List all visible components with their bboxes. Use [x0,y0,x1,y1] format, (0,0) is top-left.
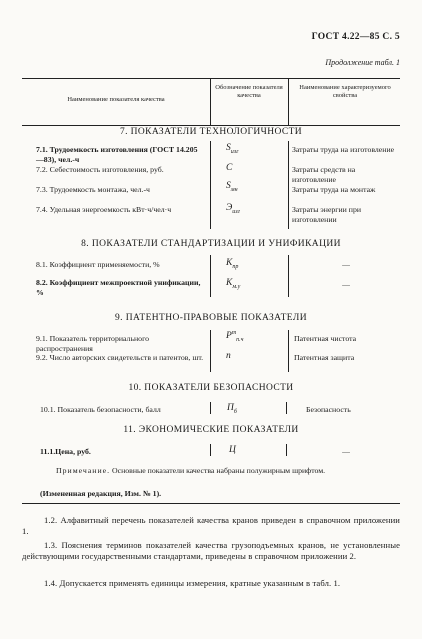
indicator-symbol-8-1: $K_{пр}$ [226,258,239,270]
section-7-divider-2 [288,141,289,229]
gost-page-code: ГОСТ 4.22—85 С. 5 [311,32,400,42]
section-title-technological: 7. ПОКАЗАТЕЛИ ТЕХНОЛОГИЧНОСТИ [119,127,303,137]
table-head-bottom-rule [22,125,400,126]
section-9-divider-1 [210,330,211,372]
indicator-symbol-9-2: n [226,351,231,361]
property-8-2: — [342,280,350,289]
indicator-symbol-7-3: $S_{мн}$ [226,181,238,193]
note-label: Примечание. [56,466,111,475]
column-header-property: Наименование характеризуемого свойства [299,84,391,99]
table-top-rule [22,78,400,79]
property-9-1: Патентная чистота [294,334,357,343]
note-text: Основные показатели качества набраны полужирным шрифтом. [112,466,326,475]
property-10-1: Безопасность [306,405,351,414]
property-7-3: Затраты труда на монтаж [292,185,376,194]
indicator-symbol-7-4: $Э_{изг}$ [226,203,240,215]
property-9-2: Патентная защита [294,353,355,362]
column-header-indicator-symbol: Обозначение показателя качества [215,84,283,99]
property-8-1: — [342,260,350,269]
paragraph-1-3: 1.3. Пояснения терминов показателей качества грузоподъемных кранов, не установленные действующими государственными стандартами, приведены в справочном приложении 2. [22,540,400,561]
section-10-divider-1 [210,402,211,414]
section-11-divider-1 [210,444,211,456]
property-7-4: Затраты энергии при изготовлении [292,205,362,224]
section-11-divider-2 [286,444,287,456]
indicator-symbol-8-2: $K_{м.у}$ [226,278,241,290]
note-change-reference: (Измененная редакция, Изм. № 1). [40,489,162,498]
section-10-divider-2 [286,402,287,414]
section-8-divider-2 [288,255,289,297]
table-continuation-label: Продолжение табл. 1 [325,58,400,67]
indicator-name: 7.1. Трудоемкость изготовления (ГОСТ 14.205—83), чел.-ч [36,145,198,164]
indicator-symbol-9-1: $P^т_{п.ч}$ [226,330,244,344]
indicator-symbol-7-1: $S_{изг}$ [226,143,239,155]
section-title-patent: 9. ПАТЕНТНО-ПРАВОВЫЕ ПОКАЗАТЕЛИ [115,313,307,323]
column-header-indicator-name: Наименование показателя качества [67,96,165,103]
indicator-row-7-3: 7.3. Трудоемкость монтажа, чел.-ч [36,185,150,194]
section-7-divider-1 [210,141,211,229]
indicator-row-7-1 [36,145,204,164]
table-bottom-rule [22,503,400,504]
indicator-name: 11.1.Цена, руб. [40,447,91,456]
paragraph-1-2: 1.2. Алфавитный перечень показателей качества кранов приведен в справочном приложении 1. [22,515,400,536]
section-title-standardization: 8. ПОКАЗАТЕЛИ СТАНДАРТИЗАЦИИ И УНИФИКАЦИИ [81,239,341,249]
indicator-row-9-2: 9.2. Число авторских свидетельств и патентов, шт. [36,353,204,362]
property-11-1: — [342,447,350,456]
indicator-symbol-10-1: $П_б$ [227,403,237,415]
table-note [40,466,402,477]
indicator-name: 8.2. Коэффициент межпроектной унификации, % [36,278,201,297]
indicator-row-7-2: 7.2. Себестоимость изготовления, руб. [36,165,164,174]
indicator-row-11-1 [40,447,208,457]
section-8-divider-1 [210,255,211,297]
indicator-row-10-1: 10.1. Показатель безопасности, балл [40,405,161,414]
indicator-row-8-1: 8.1. Коэффициент применяемости, % [36,260,160,269]
indicator-row-8-2 [36,278,204,297]
indicator-row-9-1: 9.1. Показатель территориального распространения [36,334,149,353]
table-head-divider-1 [210,78,211,125]
section-title-safety: 10. ПОКАЗАТЕЛИ БЕЗОПАСНОСТИ [128,383,294,393]
indicator-symbol-7-2: C [226,163,233,173]
property-7-2: Затраты средств на изготовление [292,165,356,184]
indicator-symbol-11-1: Ц [229,445,236,455]
table-head-divider-2 [288,78,289,125]
section-title-economic: 11. ЭКОНОМИЧЕСКИЕ ПОКАЗАТЕЛИ [123,425,299,435]
property-7-1: Затраты труда на изготовление [292,145,395,154]
section-9-divider-2 [288,330,289,372]
indicator-row-7-4: 7.4. Удельная энергоемкость кВт·ч/чел·ч [36,205,172,214]
paragraph-1-4: 1.4. Допускается применять единицы измерения, кратные указанным в табл. 1. [44,578,341,588]
